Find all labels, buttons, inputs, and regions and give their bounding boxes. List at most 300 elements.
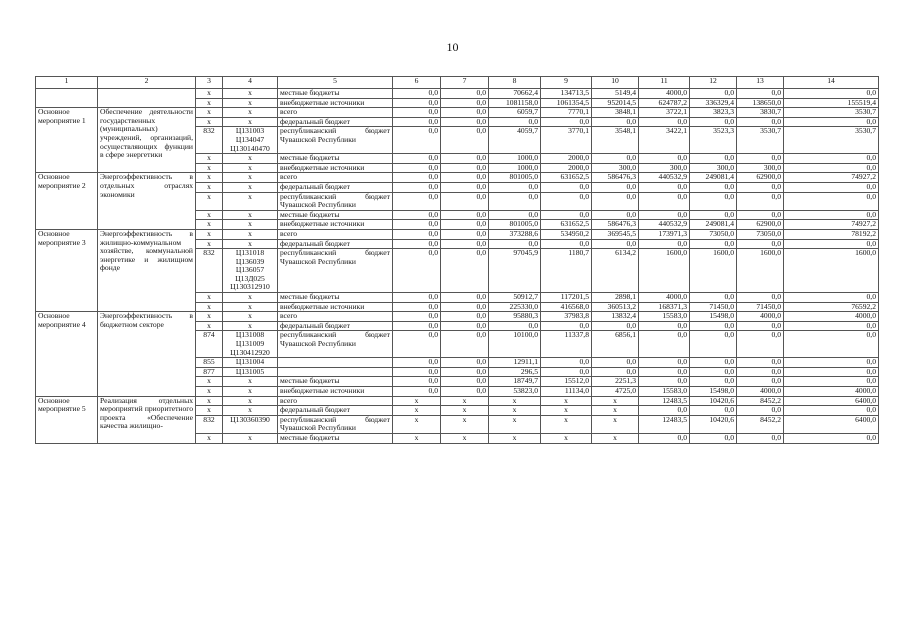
budget-classification-code: x — [223, 387, 278, 397]
amount-cell: 134713,5 — [541, 89, 592, 99]
amount-cell: 0,0 — [393, 154, 441, 164]
amount-cell: x — [592, 396, 639, 406]
amount-cell: 0,0 — [393, 192, 441, 210]
budget-classification-code: x — [223, 154, 278, 164]
amount-cell: 0,0 — [393, 127, 441, 154]
amount-cell: 0,0 — [639, 406, 690, 416]
funding-source: всего — [278, 108, 393, 118]
amount-cell: 3530,7 — [784, 108, 879, 118]
amount-cell: 74927,2 — [784, 173, 879, 183]
budget-classification-code: x — [223, 321, 278, 331]
amount-cell: 0,0 — [393, 358, 441, 368]
amount-cell: 6134,2 — [592, 249, 639, 293]
amount-cell: 0,0 — [592, 210, 639, 220]
amount-cell: 0,0 — [441, 367, 489, 377]
amount-cell: x — [541, 415, 592, 433]
page-number: 10 — [446, 40, 459, 54]
amount-cell: 0,0 — [441, 127, 489, 154]
funding-source: федеральный бюджет — [278, 406, 393, 416]
funding-source: федеральный бюджет — [278, 239, 393, 249]
amount-cell: 0,0 — [393, 220, 441, 230]
amount-cell: 0,0 — [737, 406, 784, 416]
amount-cell: 534950,2 — [541, 229, 592, 239]
admin-code: x — [196, 321, 223, 331]
amount-cell: 6400,0 — [784, 396, 879, 406]
amount-cell: 0,0 — [690, 89, 737, 99]
amount-cell: x — [441, 396, 489, 406]
amount-cell: 4000,0 — [737, 312, 784, 322]
amount-cell: x — [393, 433, 441, 443]
funding-source: местные бюджеты — [278, 154, 393, 164]
funding-source: республиканский бюджет Чувашской Республики — [278, 192, 393, 210]
amount-cell: 0,0 — [393, 377, 441, 387]
amount-cell: 3848,1 — [592, 108, 639, 118]
amount-cell: 0,0 — [784, 239, 879, 249]
amount-cell: 3722,1 — [639, 108, 690, 118]
funding-source — [278, 358, 393, 368]
amount-cell: 0,0 — [690, 210, 737, 220]
amount-cell: 0,0 — [489, 182, 541, 192]
amount-cell: 0,0 — [784, 192, 879, 210]
amount-cell: x — [541, 396, 592, 406]
amount-cell: 801005,0 — [489, 220, 541, 230]
table-body — [36, 89, 879, 444]
amount-cell: 0,0 — [393, 312, 441, 322]
amount-cell: x — [441, 415, 489, 433]
column-header: 13 — [737, 77, 784, 89]
admin-code: x — [196, 192, 223, 210]
amount-cell: 300,0 — [639, 163, 690, 173]
amount-cell: 0,0 — [639, 192, 690, 210]
amount-cell: x — [489, 433, 541, 443]
amount-cell: 416568,0 — [541, 302, 592, 312]
amount-cell: 0,0 — [489, 321, 541, 331]
amount-cell: 0,0 — [489, 192, 541, 210]
amount-cell: 0,0 — [639, 367, 690, 377]
amount-cell: x — [541, 406, 592, 416]
amount-cell: 0,0 — [784, 367, 879, 377]
amount-cell: 76592,2 — [784, 302, 879, 312]
amount-cell: 624787,2 — [639, 98, 690, 108]
budget-classification-code: x — [223, 302, 278, 312]
amount-cell: 7770,1 — [541, 108, 592, 118]
amount-cell: 0,0 — [784, 210, 879, 220]
amount-cell: 0,0 — [592, 154, 639, 164]
amount-cell: 0,0 — [393, 182, 441, 192]
amount-cell: 53823,0 — [489, 387, 541, 397]
amount-cell: 0,0 — [737, 293, 784, 303]
table-row — [36, 229, 879, 239]
admin-code: x — [196, 173, 223, 183]
column-header: 4 — [223, 77, 278, 89]
admin-code: 874 — [196, 331, 223, 358]
budget-classification-code: x — [223, 89, 278, 99]
measure-description: Обеспечение деятельности государственных (муниципальных) учреждений, организаций, осуществляющих функции в сфере энергетики — [98, 108, 196, 173]
admin-code: x — [196, 89, 223, 99]
amount-cell: 97045,9 — [489, 249, 541, 293]
funding-source: местные бюджеты — [278, 377, 393, 387]
budget-classification-code: x — [223, 192, 278, 210]
measure-name: Основное мероприятие 4 — [36, 312, 98, 396]
amount-cell: 4000,0 — [737, 387, 784, 397]
budget-classification-code: x — [223, 108, 278, 118]
budget-classification-code: x — [223, 173, 278, 183]
amount-cell: 0,0 — [639, 239, 690, 249]
funding-source: республиканский бюджет Чувашской Республики — [278, 331, 393, 358]
measure-name: Основное мероприятие 3 — [36, 229, 98, 311]
column-header: 5 — [278, 77, 393, 89]
amount-cell: 249081,4 — [690, 220, 737, 230]
amount-cell: 0,0 — [393, 108, 441, 118]
header-row — [36, 77, 879, 89]
amount-cell: 0,0 — [639, 433, 690, 443]
amount-cell: 0,0 — [592, 367, 639, 377]
amount-cell: 586476,3 — [592, 220, 639, 230]
admin-code: x — [196, 239, 223, 249]
amount-cell: 2251,3 — [592, 377, 639, 387]
table-row — [36, 173, 879, 183]
amount-cell: 0,0 — [441, 173, 489, 183]
amount-cell: 62900,0 — [737, 220, 784, 230]
amount-cell: 0,0 — [784, 182, 879, 192]
budget-classification-code: Ц131003 Ц134047 Ц130140470 — [223, 127, 278, 154]
amount-cell: 0,0 — [592, 117, 639, 127]
funding-source: внебюджетные источники — [278, 220, 393, 230]
amount-cell: 71450,0 — [737, 302, 784, 312]
amount-cell: 440532,9 — [639, 173, 690, 183]
amount-cell: 15512,0 — [541, 377, 592, 387]
amount-cell: 0,0 — [441, 377, 489, 387]
amount-cell: x — [441, 433, 489, 443]
amount-cell: 0,0 — [737, 433, 784, 443]
amount-cell: 12483,5 — [639, 415, 690, 433]
amount-cell: 0,0 — [784, 154, 879, 164]
amount-cell: 0,0 — [541, 358, 592, 368]
column-header: 9 — [541, 77, 592, 89]
amount-cell: 1081158,0 — [489, 98, 541, 108]
amount-cell: 0,0 — [784, 293, 879, 303]
amount-cell: 0,0 — [441, 302, 489, 312]
amount-cell: 0,0 — [393, 302, 441, 312]
amount-cell: 0,0 — [737, 117, 784, 127]
amount-cell: 1000,0 — [489, 154, 541, 164]
table-row — [36, 396, 879, 406]
amount-cell: 0,0 — [639, 377, 690, 387]
amount-cell: 15498,0 — [690, 387, 737, 397]
admin-code: 832 — [196, 249, 223, 293]
amount-cell: 0,0 — [592, 239, 639, 249]
amount-cell: 0,0 — [690, 367, 737, 377]
amount-cell: x — [541, 433, 592, 443]
funding-source: республиканский бюджет Чувашской Республики — [278, 249, 393, 293]
amount-cell: 71450,0 — [690, 302, 737, 312]
column-header: 11 — [639, 77, 690, 89]
column-header: 7 — [441, 77, 489, 89]
amount-cell: 0,0 — [393, 117, 441, 127]
amount-cell: 0,0 — [737, 239, 784, 249]
amount-cell: 0,0 — [541, 117, 592, 127]
amount-cell: 300,0 — [690, 163, 737, 173]
amount-cell: 0,0 — [489, 239, 541, 249]
admin-code: x — [196, 182, 223, 192]
amount-cell: 73050,0 — [690, 229, 737, 239]
measure-description: Реализация отдельных мероприятий приоритетного проекта «Обеспечение качества жилищно- — [98, 396, 196, 443]
measure-name: Основное мероприятие 1 — [36, 108, 98, 173]
admin-code: 832 — [196, 415, 223, 433]
amount-cell: 0,0 — [393, 367, 441, 377]
amount-cell: 0,0 — [393, 210, 441, 220]
budget-classification-code: Ц131018 Ц136039 Ц136057 Ц13Д025 Ц130312910 — [223, 249, 278, 293]
amount-cell: 0,0 — [441, 154, 489, 164]
amount-cell: 1600,0 — [639, 249, 690, 293]
budget-classification-code: x — [223, 239, 278, 249]
budget-classification-code: x — [223, 396, 278, 406]
amount-cell: 3823,3 — [690, 108, 737, 118]
funding-source: местные бюджеты — [278, 293, 393, 303]
amount-cell: x — [393, 406, 441, 416]
funding-source: всего — [278, 396, 393, 406]
amount-cell: 0,0 — [639, 210, 690, 220]
amount-cell: 801005,0 — [489, 173, 541, 183]
admin-code: x — [196, 117, 223, 127]
funding-source: федеральный бюджет — [278, 117, 393, 127]
amount-cell: 952014,5 — [592, 98, 639, 108]
amount-cell: 0,0 — [441, 98, 489, 108]
amount-cell: 0,0 — [690, 433, 737, 443]
amount-cell: 1600,0 — [690, 249, 737, 293]
measure-description: Энергоэффективность в отдельных отраслях экономики — [98, 173, 196, 230]
amount-cell: 0,0 — [393, 89, 441, 99]
budget-classification-code: x — [223, 433, 278, 443]
amount-cell: 0,0 — [784, 117, 879, 127]
amount-cell: 0,0 — [489, 117, 541, 127]
amount-cell: 0,0 — [393, 173, 441, 183]
budget-classification-code: Ц131005 — [223, 367, 278, 377]
amount-cell: 1600,0 — [784, 249, 879, 293]
measure-description — [98, 89, 196, 108]
amount-cell: x — [441, 406, 489, 416]
column-header: 3 — [196, 77, 223, 89]
amount-cell: 5149,4 — [592, 89, 639, 99]
amount-cell: 0,0 — [737, 331, 784, 358]
amount-cell: 586476,3 — [592, 173, 639, 183]
admin-code: x — [196, 210, 223, 220]
amount-cell: 3530,7 — [737, 127, 784, 154]
amount-cell: 168371,3 — [639, 302, 690, 312]
amount-cell: 0,0 — [541, 210, 592, 220]
amount-cell: 0,0 — [541, 367, 592, 377]
table-header — [36, 77, 879, 89]
amount-cell: 8452,2 — [737, 415, 784, 433]
amount-cell: 117201,5 — [541, 293, 592, 303]
amount-cell: 0,0 — [737, 192, 784, 210]
amount-cell: 0,0 — [592, 321, 639, 331]
budget-classification-code: x — [223, 229, 278, 239]
amount-cell: 0,0 — [441, 331, 489, 358]
column-header: 12 — [690, 77, 737, 89]
amount-cell: 15583,0 — [639, 387, 690, 397]
amount-cell: 1600,0 — [737, 249, 784, 293]
amount-cell: 369545,5 — [592, 229, 639, 239]
amount-cell: 0,0 — [441, 163, 489, 173]
amount-cell: 0,0 — [690, 406, 737, 416]
amount-cell: 0,0 — [737, 367, 784, 377]
amount-cell: 0,0 — [541, 192, 592, 210]
amount-cell: 0,0 — [784, 358, 879, 368]
amount-cell: 4059,7 — [489, 127, 541, 154]
amount-cell: 0,0 — [441, 117, 489, 127]
amount-cell: 0,0 — [690, 117, 737, 127]
amount-cell: 0,0 — [441, 192, 489, 210]
amount-cell: 3770,1 — [541, 127, 592, 154]
column-header: 1 — [36, 77, 98, 89]
admin-code: x — [196, 98, 223, 108]
funding-source: местные бюджеты — [278, 89, 393, 99]
amount-cell: 0,0 — [737, 358, 784, 368]
amount-cell: 249081,4 — [690, 173, 737, 183]
amount-cell: 0,0 — [737, 377, 784, 387]
budget-classification-code: Ц131004 — [223, 358, 278, 368]
amount-cell: 15498,0 — [690, 312, 737, 322]
measure-name — [36, 89, 98, 108]
amount-cell: 0,0 — [441, 239, 489, 249]
table-row — [36, 312, 879, 322]
amount-cell: 70662,4 — [489, 89, 541, 99]
column-header: 8 — [489, 77, 541, 89]
admin-code: x — [196, 406, 223, 416]
funding-source: местные бюджеты — [278, 210, 393, 220]
amount-cell: 0,0 — [690, 154, 737, 164]
amount-cell: 0,0 — [393, 163, 441, 173]
amount-cell: 0,0 — [784, 163, 879, 173]
amount-cell: 0,0 — [592, 182, 639, 192]
amount-cell: 0,0 — [441, 89, 489, 99]
admin-code: x — [196, 154, 223, 164]
amount-cell: 0,0 — [737, 210, 784, 220]
amount-cell: 0,0 — [784, 89, 879, 99]
amount-cell: 95880,3 — [489, 312, 541, 322]
admin-code: x — [196, 108, 223, 118]
amount-cell: 0,0 — [737, 182, 784, 192]
amount-cell: 0,0 — [690, 331, 737, 358]
amount-cell: 4000,0 — [784, 387, 879, 397]
amount-cell: 0,0 — [784, 377, 879, 387]
column-header: 10 — [592, 77, 639, 89]
amount-cell: 0,0 — [592, 192, 639, 210]
budget-classification-code: x — [223, 98, 278, 108]
amount-cell: 0,0 — [737, 321, 784, 331]
amount-cell: 0,0 — [393, 229, 441, 239]
amount-cell: 440532,9 — [639, 220, 690, 230]
amount-cell: 18749,7 — [489, 377, 541, 387]
amount-cell: 3548,1 — [592, 127, 639, 154]
column-header: 14 — [784, 77, 879, 89]
amount-cell: x — [489, 396, 541, 406]
amount-cell: 300,0 — [592, 163, 639, 173]
measure-name: Основное мероприятие 5 — [36, 396, 98, 443]
amount-cell: 0,0 — [784, 406, 879, 416]
amount-cell: 3523,3 — [690, 127, 737, 154]
amount-cell: x — [489, 415, 541, 433]
amount-cell: 0,0 — [393, 387, 441, 397]
amount-cell: 0,0 — [441, 108, 489, 118]
amount-cell: 336329,4 — [690, 98, 737, 108]
measure-description: Энергоэффективность в бюджетном секторе — [98, 312, 196, 396]
amount-cell: 0,0 — [784, 321, 879, 331]
funding-source: всего — [278, 229, 393, 239]
amount-cell: x — [592, 433, 639, 443]
amount-cell: 0,0 — [639, 182, 690, 192]
measure-name: Основное мероприятие 2 — [36, 173, 98, 230]
budget-classification-code: x — [223, 117, 278, 127]
amount-cell: 0,0 — [393, 321, 441, 331]
amount-cell: 3830,7 — [737, 108, 784, 118]
admin-code: x — [196, 312, 223, 322]
admin-code: 877 — [196, 367, 223, 377]
funding-source: республиканский бюджет Чувашской Республики — [278, 127, 393, 154]
amount-cell: 0,0 — [441, 182, 489, 192]
amount-cell: 0,0 — [541, 239, 592, 249]
amount-cell: 0,0 — [541, 321, 592, 331]
amount-cell: 0,0 — [690, 377, 737, 387]
amount-cell: 0,0 — [690, 358, 737, 368]
amount-cell: 631652,5 — [541, 220, 592, 230]
amount-cell: 631652,5 — [541, 173, 592, 183]
amount-cell: 138650,0 — [737, 98, 784, 108]
amount-cell: 0,0 — [393, 249, 441, 293]
amount-cell: 74927,2 — [784, 220, 879, 230]
amount-cell: 10100,0 — [489, 331, 541, 358]
funding-source: внебюджетные источники — [278, 163, 393, 173]
amount-cell: x — [489, 406, 541, 416]
budget-classification-code: Ц130360390 — [223, 415, 278, 433]
table-row — [36, 108, 879, 118]
amount-cell: 12483,5 — [639, 396, 690, 406]
admin-code: x — [196, 229, 223, 239]
amount-cell: 6400,0 — [784, 415, 879, 433]
amount-cell: 62900,0 — [737, 173, 784, 183]
amount-cell: 0,0 — [690, 182, 737, 192]
admin-code: x — [196, 433, 223, 443]
amount-cell: 15583,0 — [639, 312, 690, 322]
admin-code: x — [196, 163, 223, 173]
funding-source: всего — [278, 173, 393, 183]
amount-cell: 0,0 — [737, 154, 784, 164]
amount-cell: 360513,2 — [592, 302, 639, 312]
amount-cell: 0,0 — [441, 220, 489, 230]
admin-code: x — [196, 377, 223, 387]
amount-cell: 1000,0 — [489, 163, 541, 173]
amount-cell: 0,0 — [737, 89, 784, 99]
amount-cell: 0,0 — [690, 239, 737, 249]
funding-source: федеральный бюджет — [278, 182, 393, 192]
amount-cell: 0,0 — [441, 229, 489, 239]
budget-classification-code: Ц131008 Ц131009 Ц130412920 — [223, 331, 278, 358]
amount-cell: 0,0 — [441, 321, 489, 331]
table-row — [36, 89, 879, 99]
amount-cell: 78192,2 — [784, 229, 879, 239]
amount-cell: 296,5 — [489, 367, 541, 377]
amount-cell: 0,0 — [639, 154, 690, 164]
amount-cell: 0,0 — [639, 358, 690, 368]
amount-cell: 2898,1 — [592, 293, 639, 303]
amount-cell: 155519,4 — [784, 98, 879, 108]
amount-cell: 0,0 — [784, 433, 879, 443]
admin-code: x — [196, 220, 223, 230]
amount-cell: 0,0 — [441, 312, 489, 322]
amount-cell: 300,0 — [737, 163, 784, 173]
budget-classification-code: x — [223, 182, 278, 192]
